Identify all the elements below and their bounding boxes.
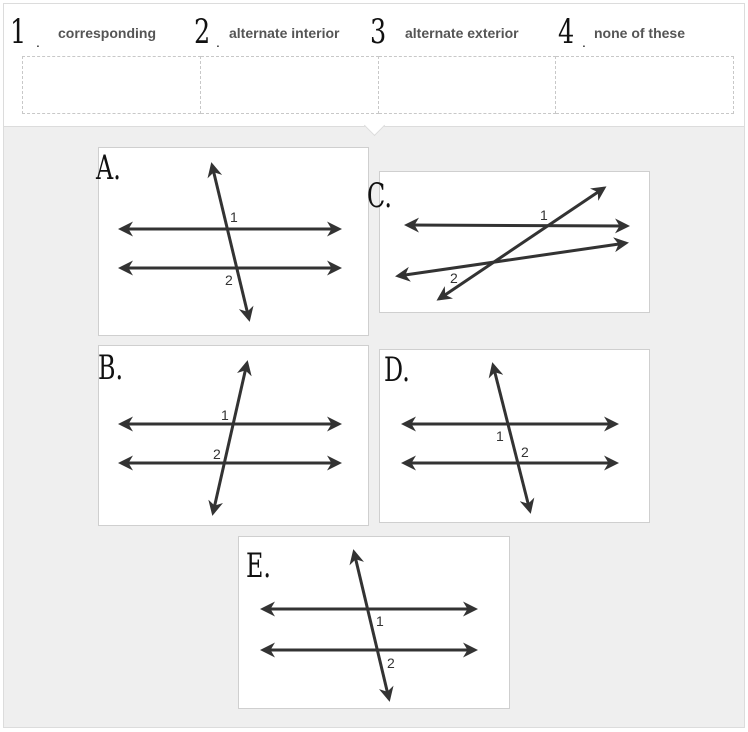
card-letter-d: D. bbox=[384, 350, 410, 390]
drop-zone-alternate-interior[interactable] bbox=[201, 56, 379, 114]
card-letter-e: E. bbox=[246, 546, 271, 586]
card-a[interactable] bbox=[98, 147, 369, 336]
angle-label-2: 2 bbox=[225, 272, 233, 288]
category-alternate-interior: 2 . alternate interior bbox=[194, 12, 340, 52]
category-none-of-these: 4 . none of these bbox=[558, 12, 686, 52]
card-a-diagram bbox=[99, 148, 370, 337]
angle-label-1: 1 bbox=[221, 407, 229, 423]
angle-label-2: 2 bbox=[450, 270, 458, 286]
category-label: corresponding bbox=[58, 25, 157, 41]
category-corresponding: 1 . corresponding bbox=[10, 12, 157, 52]
category-label: none of these bbox=[594, 25, 686, 41]
card-e-diagram bbox=[239, 537, 511, 710]
line-bottom bbox=[398, 243, 626, 276]
category-header bbox=[4, 4, 744, 127]
card-d-diagram bbox=[380, 350, 651, 524]
card-letter-b: B. bbox=[98, 348, 124, 388]
drop-zones bbox=[22, 56, 734, 114]
category-alternate-exterior bbox=[370, 12, 550, 52]
card-c-diagram bbox=[380, 172, 651, 314]
card-b-diagram bbox=[99, 346, 370, 527]
card-d[interactable] bbox=[379, 349, 650, 523]
card-e[interactable] bbox=[238, 536, 510, 709]
card-b[interactable] bbox=[98, 345, 369, 526]
angle-label-2: 2 bbox=[387, 655, 395, 671]
angle-label-1: 1 bbox=[540, 207, 548, 223]
category-number: 2 bbox=[194, 12, 211, 52]
drop-zone-none-of-these[interactable] bbox=[556, 56, 734, 114]
angle-label-2: 2 bbox=[521, 444, 529, 460]
line-top bbox=[407, 225, 627, 226]
angle-label-1: 1 bbox=[376, 613, 384, 629]
angle-label-2: 2 bbox=[213, 446, 221, 462]
angle-label-1: 1 bbox=[496, 428, 504, 444]
category-number: 1 bbox=[10, 12, 27, 52]
drop-zone-alternate-exterior[interactable] bbox=[379, 56, 557, 114]
angle-label-1: 1 bbox=[230, 209, 238, 225]
category-number: 4 bbox=[558, 12, 575, 52]
card-letter-a: A. bbox=[96, 148, 121, 188]
transversal-line bbox=[213, 363, 247, 513]
category-label: alternate interior bbox=[229, 25, 340, 41]
card-letter-c: C. bbox=[367, 176, 392, 216]
card-c[interactable] bbox=[379, 171, 650, 313]
transversal-line bbox=[212, 165, 249, 319]
category-number: 3 bbox=[370, 12, 387, 52]
drop-zone-corresponding[interactable] bbox=[22, 56, 201, 114]
transversal-line bbox=[439, 188, 604, 299]
category-label: alternate exterior bbox=[405, 25, 519, 41]
